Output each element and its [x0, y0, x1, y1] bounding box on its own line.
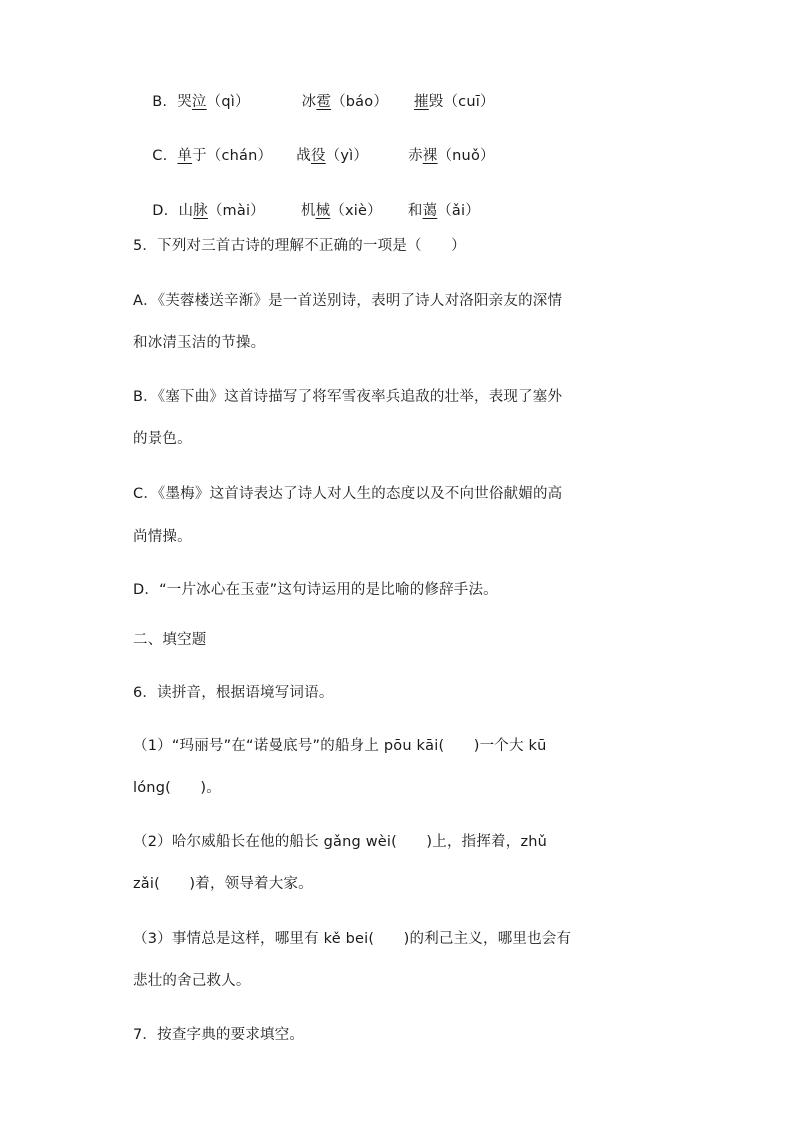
option-b-row	[133, 72, 495, 132]
q5-option-a-line-2: 和冰清玉洁的节操。	[133, 335, 266, 351]
q5-option-c-line-2: 尚情操。	[133, 529, 192, 545]
q6-sub2-line-2: zǎi( )着，领导着大家。	[133, 876, 313, 892]
q6-sub3-line-1: （3）事情总是这样，哪里有 kě bei( )的利己主义，哪里也会有	[133, 931, 572, 947]
option-c-word-3: 赤裸（nuǒ）	[408, 148, 495, 164]
option-b-word-1: 哭泣（qì）	[177, 94, 250, 110]
q5-option-b-line-1: B．《塞下曲》这首诗描写了将军雪夜率兵追敌的壮举，表现了塞外	[133, 389, 563, 405]
option-d-word-3: 和蔼（ǎi）	[407, 203, 480, 219]
option-b-word-2: 冰雹（báo）	[301, 94, 389, 110]
q6-sub3-line-2: 悲壮的舍己救人。	[133, 973, 251, 989]
option-d-label: D.	[152, 203, 169, 219]
option-b-word-3: 摧毁（cuī）	[414, 94, 495, 110]
option-c-label: C.	[152, 148, 168, 164]
option-d-word-2: 机械（xiè）	[300, 203, 382, 219]
option-d-row	[133, 181, 480, 241]
q6-sub2-line-1: （2）哈尔威船长在他的船长 gǎng wèi( )上，指挥着，zhǔ	[133, 834, 548, 850]
q5-option-a-line-1: A．《芙蓉楼送辛渐》是一首送别诗，表明了诗人对洛阳亲友的深情	[133, 293, 563, 309]
option-d-word-1: 山脉（mài）	[178, 203, 265, 219]
q6-sub1-line-1: （1）“玛丽号”在“诺曼底号”的船身上 pōu kāi( )一个大 kū	[133, 738, 547, 754]
q6-sub1-line-2: lóng( )。	[133, 780, 221, 796]
option-c-word-2: 战役（yì）	[296, 148, 369, 164]
option-c-word-1: 单于（chán）	[177, 148, 273, 164]
option-c-row	[133, 126, 495, 186]
q7-stem: 7．按查字典的要求填空。	[133, 1027, 305, 1043]
section-2-title: 二、填空题	[133, 632, 207, 648]
q5-option-c-line-1: C．《墨梅》这首诗表达了诗人对人生的态度以及不向世俗献媚的高	[133, 486, 563, 502]
q5-option-b-line-2: 的景色。	[133, 431, 192, 447]
q5-stem: 5．下列对三首古诗的理解不正确的一项是（ ）	[133, 238, 466, 254]
q5-option-d-line-1: D．“一片冰心在玉壶”这句诗运用的是比喻的修辞手法。	[133, 582, 498, 598]
option-b-label: B.	[152, 94, 168, 110]
q6-stem: 6．读拼音，根据语境写词语。	[133, 685, 334, 701]
